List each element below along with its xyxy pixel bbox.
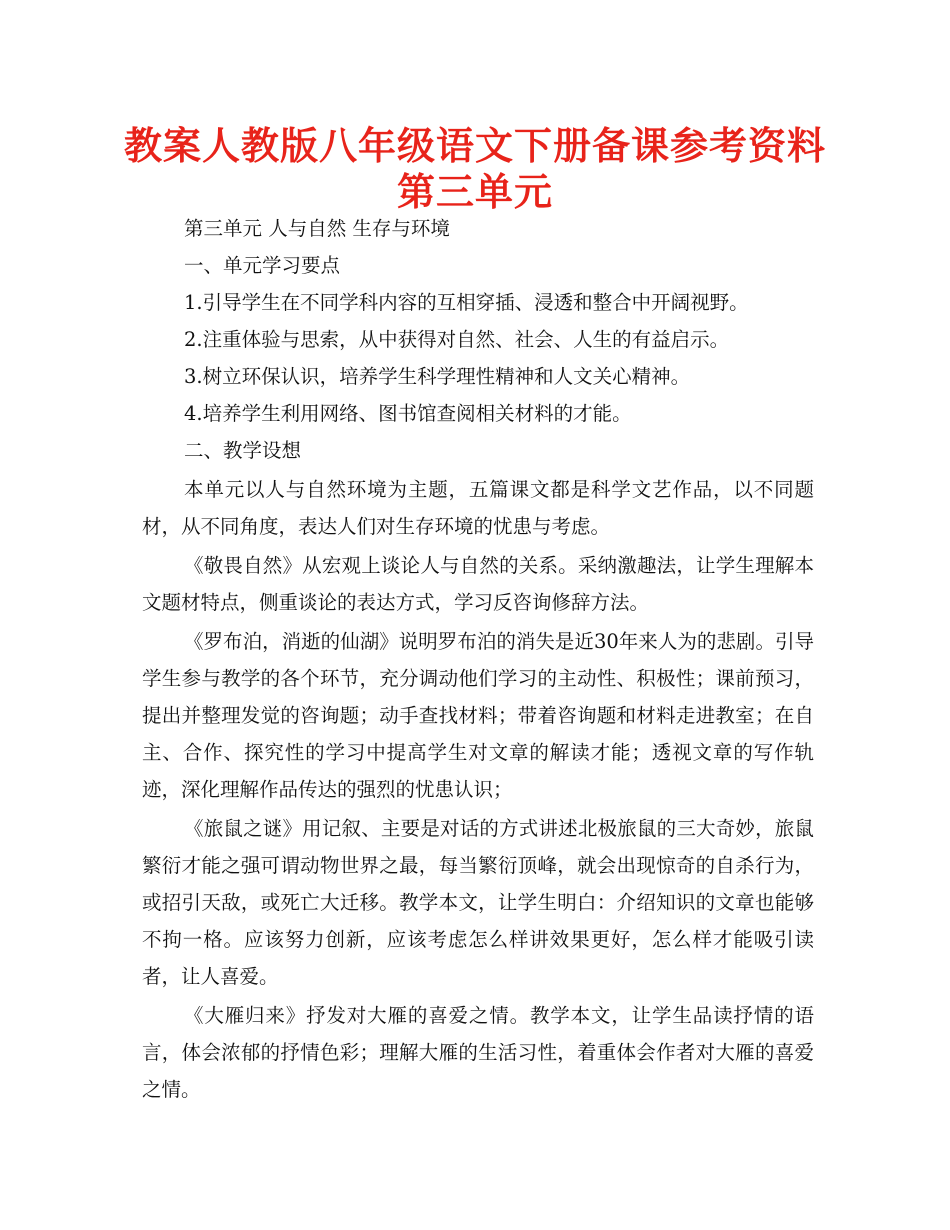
paragraph-lesson-4: 《大雁归来》抒发对大雁的喜爱之情。教学本文，让学生品读抒情的语言，体会浓郁的抒情色彩；理解大雁的生活习性，着重体会作者对大雁的喜爱之情。 [142, 1004, 814, 1101]
paragraph-lesson-2: 《罗布泊，消逝的仙湖》说明罗布泊的消失是近30年来人为的悲剧。引导学生参与教学的各个环节，充分调动他们学习的主动性、积极性；课前预习，提出并整理发觉的咨询题；动手查找材料；带着咨询题和材料走进教室；在自主、合作、探究性的学习中提高学生对文章的解读才能；透视文章的写作轨迹，深化理解作品传达的强烈的忧患认识； [142, 630, 814, 801]
learning-point: 2.注重体验与思索，从中获得对自然、社会、人生的有益启示。 [184, 328, 730, 351]
unit-heading: 第三单元 人与自然 生存与环境 [184, 217, 450, 240]
learning-point: 3.树立环保认识，培养学生科学理性精神和人文关心精神。 [184, 365, 691, 388]
document-title-line1: 教案人教版八年级语文下册备课参考资料 [123, 124, 826, 168]
learning-point: 4.培养学生利用网络、图书馆查阅相关材料的才能。 [184, 402, 632, 425]
document-title-line2: 第三单元 [396, 170, 553, 214]
section-heading-learning-points: 一、单元学习要点 [184, 254, 341, 277]
paragraph-overview: 本单元以人与自然环境为主题，五篇课文都是科学文艺作品，以不同题材，从不同角度，表达人们对生存环境的忧患与考虑。 [142, 478, 814, 538]
paragraph-lesson-1: 《敬畏自然》从宏观上谈论人与自然的关系。采纳激趣法，让学生理解本文题材特点，侧重谈论的表达方式，学习反咨询修辞方法。 [142, 554, 814, 614]
paragraph-lesson-3: 《旅鼠之谜》用记叙、主要是对话的方式讲述北极旅鼠的三大奇妙，旅鼠繁衍才能之强可谓动物世界之最，每当繁衍顶峰，就会出现惊奇的自杀行为，或招引天敌，或死亡大迁移。教学本文，让学生明白：介绍知识的文章也能够不拘一格。应该努力创新，应该考虑怎么样讲效果更好，怎么样才能吸引读者，让人喜爱。 [142, 817, 814, 988]
document-body [142, 210, 814, 1108]
section-heading-teaching-plan: 二、教学设想 [184, 439, 302, 462]
learning-point: 1.引导学生在不同学科内容的互相穿插、浸透和整合中开阔视野。 [184, 291, 749, 314]
